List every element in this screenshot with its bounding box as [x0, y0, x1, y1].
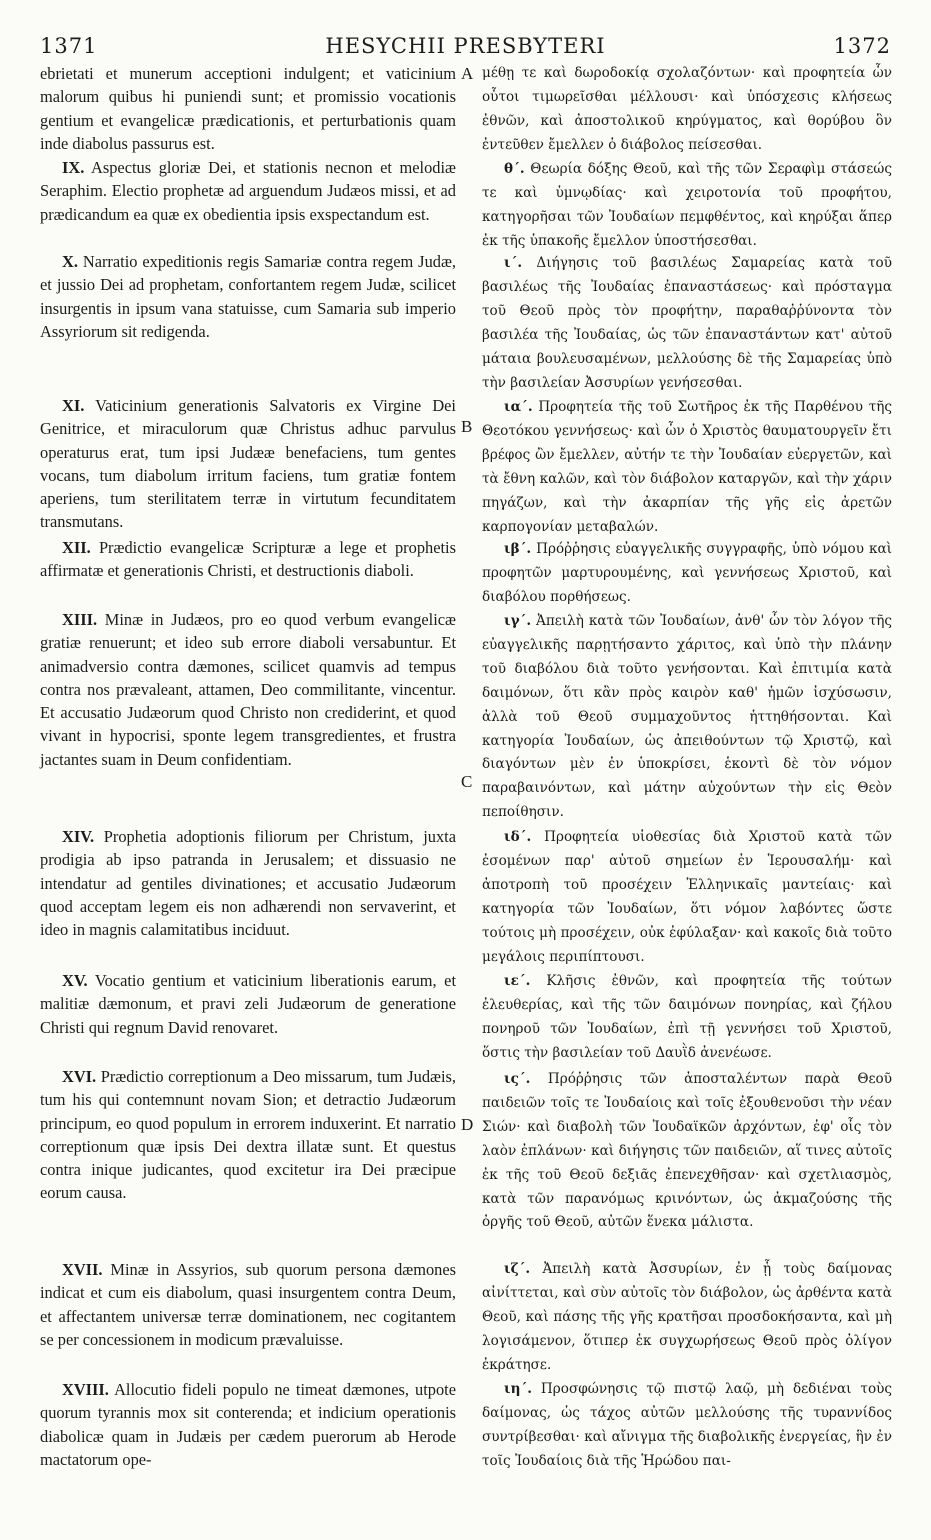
latin-paragraph: XIII. Minæ in Judæos, pro eo quod verbum evangelicæ gratiæ renuerunt; et ideo sub errore diaboli versabuntur. Et animadversio contra dæmones, scilicet quamvis ad tempus contra nos prævaleant, attamen, Deo commilitante, vincentur. Et accusatio Judæorum quod Christo non crediderint, et quod vivant in hypocrisi, sponte legem transgredientes, et frustra jactantes suam in Deum confidentiam.	[40, 610, 456, 769]
margin-letter-c: C	[461, 772, 473, 791]
greek-paragraph: ις΄. Πρόῤῥησις τῶν ἀποσταλέντων παρὰ Θεοῦ παιδειῶν τοῖς τε Ἰουδαίοις καὶ τοῖς ἐξουθενοῦσι τὴν νέαν Σιών· καὶ διαβολὴ τῶν Ἰουδαϊκῶν ἀρχόντων, ἐφ' οἷς τὸν λαὸν ἐπλάνων· καὶ διήγησις τῶν παιδειῶν, αἵ τινες αὐτοῖς ἐκ τῆς τοῦ Θεοῦ δεξιᾶς ἐπενεχθῆσαν· καὶ σχετλιασμὸς, κατὰ τῶν παρανόμως κρινόντων, ὡς ἀκμαζούσης τῆς ὀργῆς τοῦ Θεοῦ, αὐτῶν ἕνεκα μάλιστα.	[482, 1071, 892, 1231]
latin-paragraph: XIV. Prophetia adoptionis filiorum per Christum, juxta prodigia ab ipso patranda in Jerusalem; et dissuasio ne intendatur ad gentiles divinationes; et accusatio Judæorum quod acceptam legem eis non adhærendi non servaverint, et ideo in magnis calamitatibus inciduut.	[40, 827, 456, 940]
latin-paragraph: ebrietati et munerum acceptioni indulgent; et vaticinium malorum quibus hi puniendi sunt; et promissio vocationis gentium et evangelicæ prædicationis, et perturbationis quam inde diabolus passurus est.	[40, 64, 456, 153]
latin-paragraph: XVII. Minæ in Assyrios, sub quorum persona dæmones indicat et cum eis diabolum, quasi insurgentem contra Deum, et affectantem universæ terræ dominationem, nec cogitantem se per concessionem in modicum prævaluisse.	[40, 1260, 456, 1349]
greek-paragraph: ιβ΄. Πρόῤῥησις εὐαγγελικῆς συγγραφῆς, ὑπὸ νόμου καὶ προφητῶν μαρτυρουμένης, καὶ γεννήσεως Χριστοῦ, καὶ διαβόλου πορθήσεως.	[482, 541, 892, 605]
page-number-left: 1371	[40, 34, 98, 58]
latin-paragraph: X. Narratio expeditionis regis Samariæ contra regem Judæ, et jussio Dei ad prophetam, confortantem regem Judæ, scilicet insurgentis in ipsum vana statuisse, cum Samaria sub imperio Assyriorum sit redigenda.	[40, 252, 456, 341]
greek-paragraph: ιγ΄. Ἀπειλὴ κατὰ τῶν Ἰουδαίων, ἀνθ' ὧν τὸν λόγον τῆς εὐαγγελικῆς παρῃτήσαντο χάριτος, καὶ ὑπὸ τὴν πλάνην τοῦ διαβόλου διὰ τοῦτο γενήσονται. Καὶ ἐπιτιμία κατὰ δαιμόνων, ὅτι κἂν πρὸς καιρὸν καθ' ἡμῶν ἰσχύσωσιν, ἀλλὰ τοῦ Θεοῦ συμμαχοῦντος ἡττηθήσονται. Καὶ κατηγορία Ἰουδαίων, ὡς ἀπειθούντων τῷ Χριστῷ, καὶ διαγόντων μὲν ἐν ὑποκρίσει, ἑκοντὶ δὲ τὸν νόμον παραβαινόντων, καὶ μάτην αὐχούντων τὴν εἰς Θεὸν πεποίθησιν.	[482, 613, 892, 821]
margin-letter-a: A	[461, 64, 474, 83]
latin-paragraph: XVI. Prædictio correptionum a Deo missarum, tum Judæis, tum his qui contemnunt novam Sion; et detractio Judæorum principum, eo quod populum in errorem induxerint. Et narratio correptionum quæ ipsis Dei dextra illatæ sunt. Et questus contra inique judicantes, quod excitetur ira Dei præcipue eorum causa.	[40, 1067, 456, 1203]
greek-paragraph: ιη΄. Προσφώνησις τῷ πιστῷ λαῷ, μὴ δεδιέναι τοὺς δαίμονας, ὡς τάχος αὐτῶν μελλούσης τῆς τυραννίδος συντρίβεσθαι· καὶ αἴνιγμα τῆς διαβολικῆς ἐνεργείας, ἣν ἐν τοῖς Ἰουδαίοις διὰ τῆς Ἡρώδου παι-	[482, 1381, 892, 1469]
margin-letter-b: B	[461, 417, 473, 436]
latin-paragraph: XI. Vaticinium generationis Salvatoris ex Virgine Dei Genitrice, et miraculorum quæ Christus adhuc parvulus operaturus erat, tum ipsi Judææ benefaciens, tum gentes vocans, tum diabolum irritum faciens, tum gratiæ fontem aperiens, tum sterilitatem terræ in virtutum fecunditatem transmutans.	[40, 396, 456, 532]
greek-paragraph: ι΄. Διήγησις τοῦ βασιλέως Σαμαρείας κατὰ τοῦ βασιλέως τῆς Ἰουδαίας ἐπαναστάσεως· καὶ πρόσταγμα τοῦ Θεοῦ πρὸς τὸν προφήτην, παραθαῤῥύνοντα τὸν βασιλέα τῆς Ἰουδαίας, ὡς τῶν ἐπαναστάντων κατ' αὐτοῦ μάταια βουλευσαμένων, μελλούσης δὲ τῆς Σαμαρείας ὑπὸ τὴν βασιλείαν Ἀσσυρίων γενήσεσθαι.	[482, 255, 892, 391]
latin-paragraph: IX. Aspectus gloriæ Dei, et stationis necnon et melodiæ Seraphim. Electio prophetæ ad arguendum Judæos missi, et ad prædicandum ea quæ ex obedientia ipsis exspectandum est.	[40, 158, 456, 224]
page-number-right: 1372	[833, 34, 891, 58]
running-title: HESYCHII PRESBYTERI	[325, 34, 606, 58]
latin-paragraph: XVIII. Allocutio fideli populo ne timeat dæmones, utpote quorum tyrannis mox sit conterenda; et indicium operationis diabolicæ quam in Judæis per cædem puerorum ab Herode mactatorum ope-	[40, 1380, 456, 1469]
greek-paragraph: ιζ΄. Ἀπειλὴ κατὰ Ἀσσυρίων, ἐν ᾗ τοὺς δαίμονας αἰνίττεται, καὶ σὺν αὐτοῖς τὸν διάβολον, ὡς ἀρθέντα κατὰ Θεοῦ, καὶ πάσης τῆς γῆς κρατῆσαι προσδοκήσαντα, καὶ μὴ λογισάμενον, ὅτιπερ ἐκ συγχωρήσεως Θεοῦ πρὸς ὀλίγον ἐκράτησε.	[482, 1261, 893, 1373]
margin-letter-d: D	[461, 1115, 474, 1134]
greek-paragraph: ια΄. Προφητεία τῆς τοῦ Σωτῆρος ἐκ τῆς Παρθένου τῆς Θεοτόκου γεννήσεως· καὶ ὧν ὁ Χριστὸς θαυματουργεῖν ἔτι βρέφος ὢν ἔμελλεν, αὐτήν τε τὴν Ἰουδαίαν εὐεργετῶν, καὶ τὰ ἔθνη καλῶν, καὶ τὸν διάβολον καταργῶν, καὶ τὴν χάριν πηγάζων, καὶ τὴν ἀκαρπίαν τῆς γῆς εἰς ἀρετῶν καρπογονίαν μεταβαλών.	[482, 399, 892, 535]
latin-paragraph: XII. Prædictio evangelicæ Scripturæ a lege et prophetis affirmatæ et generationis Christi, et destructionis diaboli.	[40, 538, 456, 581]
greek-paragraph: θ΄. Θεωρία δόξης Θεοῦ, καὶ τῆς τῶν Σεραφὶμ στάσεώς τε καὶ ὑμνῳδίας· καὶ χειροτονία τοῦ προφήτου, κατηγορῆσαι τῶν Ἰουδαίων πεμφθέντος, καὶ κηρύξαι ἅπερ ἐκ τῆς ὑπακοῆς ἔμελλον ὑποστήσεσθαι.	[482, 161, 893, 249]
greek-paragraph: ιδ΄. Προφητεία υἱοθεσίας διὰ Χριστοῦ κατὰ τῶν ἐσομένων παρ' αὐτοῦ σημείων ἐν Ἱερουσαλήμ· καὶ ἀποτροπὴ τοῦ προσέχειν Ἑλληνικαῖς μαντείαις· καὶ κατηγορία τῶν Ἰουδαίων, ὅτι νόμον λαβόντες ὥστε τούτοις μὴ προσέχειν, οὐκ ἐφύλαξαν· καὶ κακοῖς διὰ τοῦτο μεγάλοις περιπίπτουσι.	[482, 829, 893, 965]
greek-paragraph: μέθῃ τε καὶ δωροδοκίᾳ σχολαζόντων· καὶ προφητεία ὧν οὗτοι τιμωρεῖσθαι μέλλουσι· καὶ ὑπόσχεσις κλήσεως ἐθνῶν, καὶ ἀποστολικοῦ κηρύγματος, καὶ θορύβου ὃν ἐντεῦθεν ἔμελλεν ὁ διάβολος πείσεσθαι.	[482, 65, 892, 153]
latin-paragraph: XV. Vocatio gentium et vaticinium liberationis earum, et malitiæ dæmonum, et pravi zeli Judæorum de generatione Christi qui regnum David renovaret.	[40, 971, 456, 1037]
greek-paragraph: ιε΄. Κλῆσις ἐθνῶν, καὶ προφητεία τῆς τούτων ἐλευθερίας, καὶ τῆς τῶν δαιμόνων πονηρίας, καὶ ζήλου πονηροῦ τῶν Ἰουδαίων, ἐπὶ τῇ γεννήσει τοῦ Χριστοῦ, ὅστις τὴν βασιλείαν τοῦ Δαυῒδ ἀνενέωσε.	[482, 973, 893, 1061]
page-header	[40, 34, 891, 64]
